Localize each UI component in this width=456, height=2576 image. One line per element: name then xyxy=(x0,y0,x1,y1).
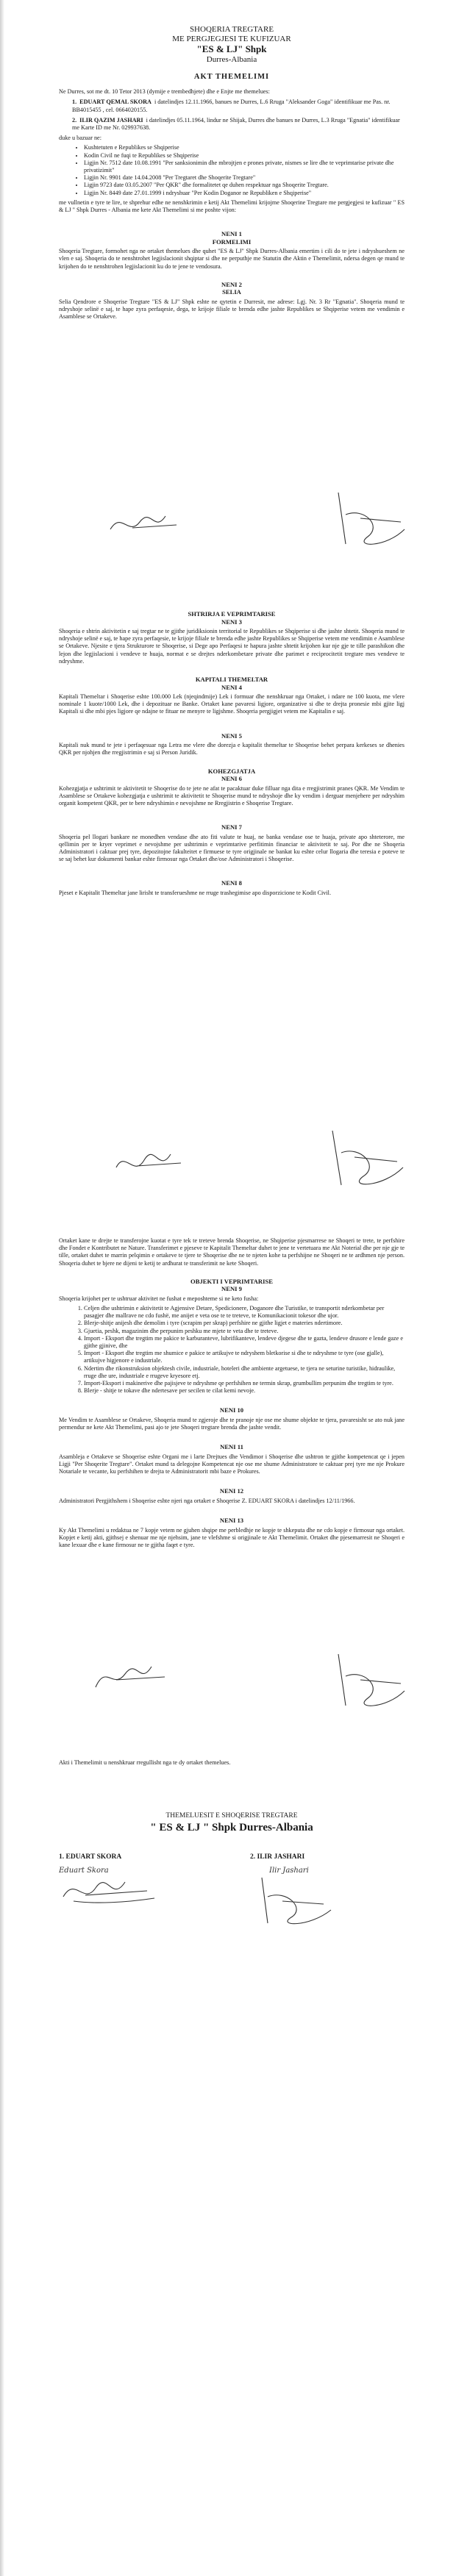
document-page-2 xyxy=(0,559,456,1206)
article-13-body: Ky Akt Themelimi u redaktua ne 7 kopje vetem ne gjuhen shqipe me perbledhje ne kopje te shkeputa dhe ne cdo kopje e firmosur nga ortaket. Kopjet e ketij akti, gjithsej e shenuar me nje njehsim, jane te vlefshme si origjinale te Akt Themelimit. Ortaket dhe pjesemarresit ne Shoqeri e kane lexuar dhe e kane firmosur ne te gjitha faqet e tyre. xyxy=(59,1526,405,1549)
article-8-body: Pjeset e Kapitalit Themeltar jane lirisht te transferueshme ne rruge trashegimise apo disporzicione te Kodit Civil. xyxy=(59,889,331,896)
article-2-body: Selia Qendrore e Shoqerise Tregtare "ES & LJ" Shpk eshte ne qytetin e Durresit, me adrese: Lgj. Nr. 3 Rr "Egnatia". Shoqeria mund te ndryshoje selinë e saj, te hape zyra perfaqesie, dega, te krijoje filiale te brenda edhe jashte Republikes se Shqiperise vetem me vendimin e Asamblese se Ortakeve. xyxy=(59,298,405,321)
article-13-number: NENI 13 xyxy=(219,1517,244,1525)
article-10-number: NENI 10 xyxy=(219,1406,244,1414)
signature-eduart-skora xyxy=(88,1658,177,1702)
article-6-title: KOHEZGJATJA xyxy=(207,767,256,775)
article-1-number: NENI 1 xyxy=(221,230,242,238)
object-item: 4. Import - Eksport dhe tregtim me pakice te karburanteve, lubrifikanteve, lendeve djegese dhe te gazta, lendeve drusore e lende gaze e gjithe gjinive, dhe xyxy=(84,1335,405,1350)
basis-item: • Ligjin Nr. 7512 date 10.08.1991 "Per sanksionimin dhe mbrojtjen e prones private, nismes se lire dhe te veprimtarise private dhe privatizimit" xyxy=(84,160,405,174)
page-2-content xyxy=(59,603,405,899)
act-title: AKT THEMELIMI xyxy=(193,73,270,81)
article-4-title: KAPITALI THEMELTAR xyxy=(195,676,268,684)
object-item: 8. Blerje - shitje te tokave dhe ndertesave per secilen te cilat kemi nevoje. xyxy=(84,1387,405,1395)
document-page-1 xyxy=(0,0,456,559)
page-3-content xyxy=(59,1235,405,1551)
basis-item: • Ligjin Nr. 8449 date 27.01.1999 i ndryshuar "Per Kodin Doganor ne Republiken e Shqiperise" xyxy=(84,190,405,197)
signature-ilir-jashari xyxy=(324,485,412,551)
article-8-number: NENI 8 xyxy=(221,879,242,887)
intro: Ne Durres, sot me dt. 10 Tetor 2013 (dymije e trembedhjete) dhe e Enjte me themelues: xyxy=(59,88,270,96)
object-item: 5. Import - Eksport dhe tregtim me shumice e pakice te artikujve te ndryshem bletkorise si dhe te ndryshme te tyre (ose gjalle), artikujve higjenore e industriale. xyxy=(84,1350,405,1364)
founders-heading: THEMELUESIT E SHOQERISE TREGTARE xyxy=(165,1812,298,1820)
article-3-body: Shoqeria e shtrin aktivitetin e saj tregtar ne te gjithe juridiksionin territorial te Republikes se Shqiperise si dhe jashte shtetit. Shoqeria mund te ndryshoje selinë e saj, te hape zyra perfaqesie, te krijoje filiale te brenda edhe jashte Republikes se Shqiperise vetem me vendimin e Asamblese se Ortakeve. Njesite e tjera Strukturore te Shoqerise, si Dege apo Perfaqesi te hapura jashte shtetit krijohen kur nje gje te tille parashikon dhe lejon dhe legjislacioni i vendeve te huaja, normat e se drejtes nderkombetare private dhe parimet e reciprocitetit tregtare mes vendeve te ndryshme. xyxy=(59,628,405,665)
company-name: "ES & LJ" Shpk xyxy=(196,43,267,54)
article-5-body: Kapitali nuk mund te jete i perfaqesuar nga Letra me vlere dhe dorezja e kapitalit themeltar te Shoqerise behet perpara kerkeses se dhenies QKR per njohjen dhe rregjistrimin e saj si Person Juridik. xyxy=(59,742,405,756)
object-item: 7. Import-Eksport i makinerive dhe pajisjeve te ndryshme qe perfshihen ne termin skrap, grumbullim perpunim dhe tregtim te tyre. xyxy=(84,1380,405,1387)
article-12-number: NENI 12 xyxy=(219,1487,244,1495)
article-3-title: SHTRIRJA E VEPRIMTARISE xyxy=(188,610,276,618)
article-6-number: NENI 6 xyxy=(221,775,242,783)
article-4-body: Kapitali Themeltar i Shoqerise eshte 100.000 Lek (njeqindmije) Lek i formuar dhe nenshkruar nga Ortaket, i ndare ne 100 kuota, me vlere nominale 1 kuote/1000 Lek, dhe i depozituar ne Banke. Ortaket kane pavaresi ligjore, organizative si dhe te drejta pronesie mbi gjite ligj Kapitali si dhe mbi pjes ligjore qe ndajne te fituar ne menyre te ligjshme. Shoqeria pergjigjet vetem me Kapitalin e saj. xyxy=(59,693,405,715)
signatory-1-label: 1. EDUART SKORA xyxy=(59,1853,122,1861)
article-3-number: NENI 3 xyxy=(221,618,242,626)
page-1-content xyxy=(59,25,405,323)
founders-company-name: " ES & LJ " Shpk Durres-Albania xyxy=(150,1822,313,1834)
signatory-1 xyxy=(59,1853,206,1908)
basis-outro: me vullnetin e tyre te lire, te shprehur edhe ne nenshkrimin e ketij Akt Themelimi krijojme Shoqerine Tregtare me pergjegjesi te kufizuar " ES & LJ " Shpk Durres - Albania me kete Akt Themelimi si me poshte vijon: xyxy=(59,198,405,214)
party-1: 1. EDUART QEMAL SKORA i datelindjes 12.11.1966, banues ne Durres, L.6 Rruga "Aleksander Goga" identifikuar me Pas. nr. BB4015455 , cel. 0664020155. xyxy=(72,99,391,113)
signature-ilir-jashari xyxy=(316,1125,412,1191)
document-page-4 xyxy=(0,1735,456,2576)
article-1-title: FORMELIMI xyxy=(212,237,252,246)
basis-item: • Kushtetuten e Republikes se Shqiperise xyxy=(84,144,405,151)
article-11-body: Asambleja e Ortakeve se Shoqerise eshte Organi me i larte Drejtues dhe Vendimor i Shoqerise dhe ushtron te gjithe kompetencat qe i jepen Ligji "Per Shoqerite Tregtare". Ortaket mund ta delegojne Kompetencat nje ose me shume Administratore te caktuar prej tyre me nje Prokure Notariale te vecante, ku perfshihen te drejta te Administratorit mbi baze e Prokures. xyxy=(59,1453,405,1475)
document-page-3 xyxy=(0,1206,456,1736)
page-4-content xyxy=(59,1757,405,1769)
basis-item: • Kodin Civil ne fuqi te Republikes se Shqiperise xyxy=(84,152,405,160)
scan-shadow xyxy=(0,1206,4,1735)
signatory-1-handwriting: Eduart Skora xyxy=(59,1867,109,1875)
object-item: 3. Gjuetia, peshk, magazinim dhe perpunim peshku me mjete te veta dhe te treteve. xyxy=(84,1328,405,1335)
article-1-body: Shoqeria Tregtare, formohet nga ne ortaket themelues dhe quhet "ES & LJ" Shpk Durres-Albania emertim i cili do te jete i ndryshueshem ne vlen e saj. Shoqeria do te nenshtrohet legjislacionit shqiptar si dhe ne perputhje me Statutin dhe Aktin e Themelimit, ndersa degen qe mund te krijohen do te nenshtrohen legjislacionit ku do te jene te vendosura. xyxy=(59,248,405,270)
signature-eduart-skora xyxy=(110,1147,191,1184)
scan-shadow xyxy=(0,1735,4,2576)
object-item: 1. Celjen dhe ushtrimin e aktivitetit te Agjensive Detare, Spedicionere, Doganore dhe Turistike, te transportit nderkombetar per pasagjer dhe mallrave ne cdo fushë, me anijet e veta ose te te treteve, te Komunikacionit tokesor dhe ujor. xyxy=(84,1305,405,1320)
signatory-2-label: 2. ILIR JASHARI xyxy=(250,1853,305,1861)
article-9-body: Shoqeria krijohet per te ushtruar aktivitet ne fushat e meposhteme si ne keto fusha: xyxy=(59,1295,259,1302)
scan-shadow xyxy=(0,0,4,559)
basis-intro: duke u bazuar ne: xyxy=(59,135,101,142)
basis-list xyxy=(84,144,405,196)
basis-item: • Ligjin 9723 date 03.05.2007 "Per QKR" dhe formalitetet qe duhen respektuar nga Shoqerite Tregtare. xyxy=(84,182,405,189)
article-2-title: SELIA xyxy=(222,288,241,296)
scan-shadow xyxy=(0,559,4,1206)
party-2: 2. ILIR QAZIM JASHARI i datelindjes 05.11.1964, lindur ne Shijak, Durres dhe banues ne Durres, L.3 Rruga "Egnatia" identifikuar me Karte ID me Nr. 029937638. xyxy=(72,116,400,132)
signature-eduart-skora xyxy=(103,507,191,544)
article-7-number: NENI 7 xyxy=(221,823,242,831)
object-item: 6. Ndertim dhe rikonstruksion objektesh civile, industriale, hoteleri dhe ambiente argetuese, te tjera ne seturine turistike, hidraulike, rruge dhe ure, industriale e rrugeve kryesore etj. xyxy=(84,1365,405,1380)
city: Durres-Albania xyxy=(206,55,257,64)
signatory-2-handwriting: Ilir Jashari xyxy=(269,1867,309,1875)
article-12-body: Administratori Pergjithshem i Shoqerise eshte njeri nga ortaket e Shoqerise Z. EDUART SKORA i datelindjes 12/11/1966. xyxy=(59,1497,355,1504)
signature-ilir-jashari xyxy=(250,1875,360,1926)
article-6-body: Kohezgjatja e ushtrimit te aktivitetit te Shoqerise do te jete ne afat te pacaktuar duke filluar nga dita e rregjistrimit pranes QKR. Me Vendim te Asamblese se Ortakeve kohezgjatja e ushtrimit te aktivitetit te Shoqerise mund te ndryshoje dhe ky vendim i derguar menjehere per ndryshim organit kompetent QKR, per te bere ndryshimin e nevojshme ne Rregjistrin e Shoqerise Tregtare. xyxy=(59,784,405,806)
object-item: 2. Blerje-shitje anijesh dhe demolim i tyre (scrapim per skrap) perfshire ne gjithe ligjet e materies ndertimore. xyxy=(84,1320,405,1327)
signature-ilir-jashari xyxy=(324,1647,412,1713)
article-2-number: NENI 2 xyxy=(221,280,242,288)
article-5-number: NENI 5 xyxy=(221,731,242,740)
article-7-body: Shoqeria pel llogari bankare ne monedhen vendase dhe ato fiti valute te huaj, ne banka vendase ose te huaja, private apo shteterore, me qellimin per te kryer veprimet e nevojshme per ushtrimin e veprimtarive perfitimin financiar te aktivitetit te saj. Por dhe ne Shoqeria Administratori i caktuar prej tyre, depozitojne fakulteitet e firmuese te tyre origjinale ne bankat ku eshte celur llogaria dhe teresia e poteve te se saj behet kur dokumenti bankar eshte firmosur nga Ortaket dhe/ose Administratori i Shoqerise. xyxy=(59,833,405,863)
signature-eduart-skora xyxy=(59,1875,162,1907)
header-line-1: SHOQERIA TREGTARE xyxy=(189,25,274,34)
article-10-body: Me Vendim te Asamblese se Ortakeve, Shoqeria mund te zgjeroje dhe te pranoje nje ose me shume objekte te tjera, pavaresisht se ato nuk jane permendur ne kete Akt Themelimi, pasi ajo te jete Shoqeri tregtare brenda dhe jashte vendit. xyxy=(59,1416,405,1431)
objects-list xyxy=(84,1305,405,1395)
header-line-2: ME PERGJEGJESI TE KUFIZUAR xyxy=(172,35,291,43)
basis-item: • Ligjin Nr. 9901 date 14.04.2008 "Per Tregtaret dhe Shoqerite Tregtare" xyxy=(84,174,405,182)
transfer-paragraph: Ortaket kane te drejte te transferojne kuotat e tyre tek te treteve brenda Shoqerise, ne Shqiperise pjesmarrese ne Shoqeri te trete, te perfshire dhe Fondet e Kontributet ne Nature. Transferimet e pjeseve te Kapitalit Themeltar duhet te jene te vertetuara me Akt Noterial dhe per nje gje te tille, ortaket duhet te marrin pelqimin e ortakeve te tjere te Shoqerise dhe ne te njeten kohe ta perfshijne ne Shoqeri ne te ardhmen nje person. Shoqeria duhet te bjere ne dijeni te ketij te ardhurat te transferimit ne kete Shoqeri. xyxy=(59,1237,405,1267)
signature-header xyxy=(59,1812,405,1834)
article-9-number-title: OBJEKTI I VEPRIMTARISE NENI 9 xyxy=(190,1277,273,1293)
article-4-number: NENI 4 xyxy=(221,683,242,691)
closing-text: Akti i Themelimit u nenshkruar rregullisht nga te dy ortaket themelues. xyxy=(59,1759,231,1766)
signatory-2 xyxy=(250,1853,397,1928)
article-11-number: NENI 11 xyxy=(220,1443,243,1451)
